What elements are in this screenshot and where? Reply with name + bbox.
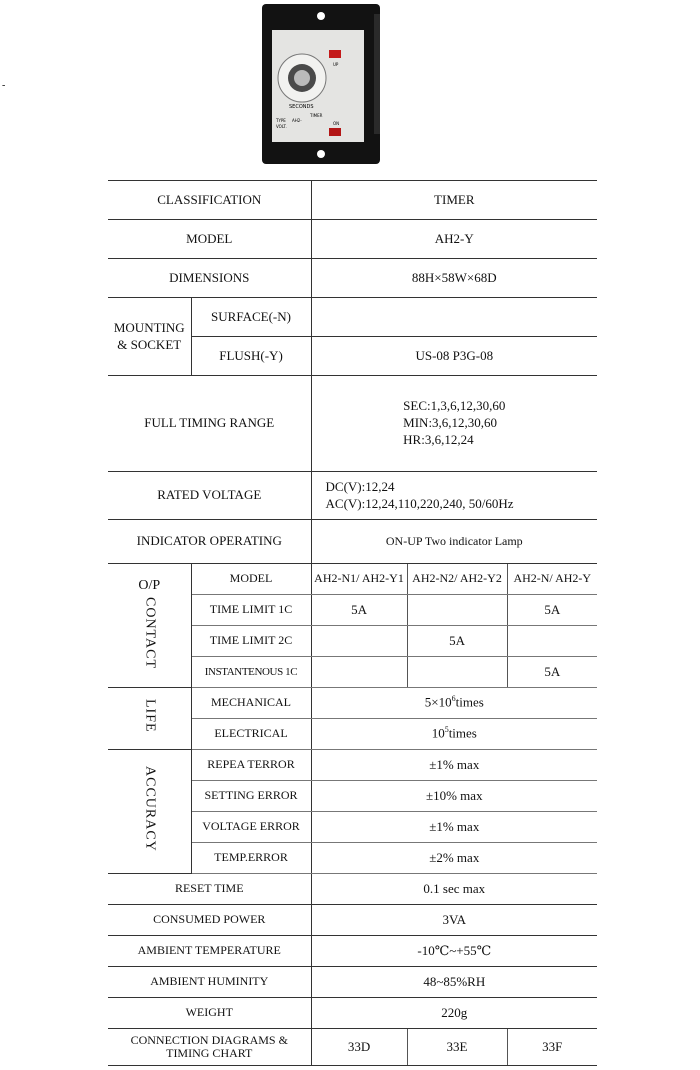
contact-value: 5A [507, 657, 597, 688]
accuracy-item-value: ±1% max [311, 812, 597, 843]
contact-model-2: AH2-N2/ AH2-Y2 [407, 564, 507, 595]
connection-label: CONNECTION DIAGRAMS & TIMING CHART [108, 1029, 311, 1066]
accuracy-item-value: ±10% max [311, 781, 597, 812]
dial-label: SECONDS [289, 104, 314, 110]
op-label: O/P [138, 577, 161, 593]
contact-model-1: AH2-N1/ AH2-Y1 [311, 564, 407, 595]
accuracy-row [108, 750, 597, 781]
accuracy-item-label: TEMP.ERROR [191, 843, 311, 874]
accuracy-item-value: ±2% max [311, 843, 597, 874]
volt-label: VOLT. [276, 124, 287, 129]
surface-label: SURFACE(-N) [191, 298, 311, 337]
voltage-label: RATED VOLTAGE [108, 472, 311, 520]
timing-sec: SEC:1,3,6,12,30,60 [403, 398, 506, 414]
timing-label: FULL TIMING RANGE [108, 376, 311, 472]
contact-value: 5A [311, 595, 407, 626]
mounting-label: MOUNTING & SOCKET [108, 298, 191, 376]
model-label: AH2- [292, 118, 302, 123]
contact-value [507, 626, 597, 657]
indicator-row [108, 520, 597, 564]
connection-row [108, 1029, 597, 1066]
contact-value [311, 626, 407, 657]
connection-value: 33D [311, 1029, 407, 1066]
power-row [108, 905, 597, 936]
model-label: MODEL [108, 220, 311, 259]
indicator-label: INDICATOR OPERATING [108, 520, 311, 564]
dimensions-value: 88H×58W×68D [311, 259, 597, 298]
life-mechanical-row [108, 688, 597, 719]
life-group-label: LIFE [142, 699, 158, 733]
voltage-row [108, 472, 597, 520]
contact-model-3: AH2-N/ AH2-Y [507, 564, 597, 595]
timing-values [403, 398, 505, 449]
accuracy-item-label: REPEA TERROR [191, 750, 311, 781]
ambient-hum-label: AMBIENT HUMINITY [108, 967, 311, 998]
contact-item-label: TIME LIMIT 2C [191, 626, 311, 657]
margin-mark: - [2, 80, 6, 91]
mechanical-label: MECHANICAL [191, 688, 311, 719]
weight-value: 220g [311, 998, 597, 1029]
timer-product-photo [262, 4, 380, 164]
indicator-value: ON-UP Two indicator Lamp [311, 520, 597, 564]
ambient-temp-row [108, 936, 597, 967]
dimensions-row [108, 259, 597, 298]
dimensions-label: DIMENSIONS [108, 259, 311, 298]
classification-value: TIMER [311, 181, 597, 220]
on-lamp [329, 128, 341, 136]
weight-label: WEIGHT [108, 998, 311, 1029]
electrical-value: $10^5times$ [311, 719, 597, 750]
connection-value: 33E [407, 1029, 507, 1066]
timing-hr: HR:3,6,12,24 [403, 431, 474, 447]
flush-value: US-08 P3G-08 [311, 337, 597, 376]
model-row [108, 220, 597, 259]
accuracy-item-value: ±1% max [311, 750, 597, 781]
connection-value: 33F [507, 1029, 597, 1066]
contact-value [311, 657, 407, 688]
on-label: ON [333, 121, 340, 126]
bottom-mount-hole [317, 150, 325, 158]
contact-value [407, 595, 507, 626]
timing-min: MIN:3,6,12,30,60 [403, 415, 498, 431]
flush-label: FLUSH(-Y) [191, 337, 311, 376]
power-label: CONSUMED POWER [108, 905, 311, 936]
voltage-dc: DC(V):12,24 [325, 478, 395, 494]
mechanical-value: $5\times 10^6times$ [311, 688, 597, 719]
ambient-hum-row [108, 967, 597, 998]
accuracy-item-label: SETTING ERROR [191, 781, 311, 812]
reset-label: RESET TIME [108, 874, 311, 905]
spec-table [108, 180, 597, 1066]
ambient-temp-label: AMBIENT TEMPERATURE [108, 936, 311, 967]
contact-item-label: INSTANTENOUS 1C [191, 657, 311, 688]
surface-value [311, 298, 597, 337]
reset-value: 0.1 sec max [311, 874, 597, 905]
accuracy-group-label: ACCURACY [142, 766, 158, 852]
classification-label: CLASSIFICATION [108, 181, 311, 220]
contact-value: 5A [507, 595, 597, 626]
contact-group [108, 564, 191, 688]
power-value: 3VA [311, 905, 597, 936]
contact-model-row [108, 564, 597, 595]
contact-item-label: TIME LIMIT 1C [191, 595, 311, 626]
timing-row [108, 376, 597, 472]
electrical-label: ELECTRICAL [191, 719, 311, 750]
classification-row [108, 181, 597, 220]
up-label: UP [333, 62, 339, 67]
reset-row [108, 874, 597, 905]
voltage-ac: AC(V):12,24,110,220,240, 50/60Hz [325, 495, 514, 511]
life-group [108, 688, 191, 750]
contact-value: 5A [407, 626, 507, 657]
ambient-temp-value: -10℃~+55℃ [311, 936, 597, 967]
ambient-hum-value: 48~85%RH [311, 967, 597, 998]
mounting-surface-row [108, 298, 597, 337]
contact-value [407, 657, 507, 688]
accuracy-item-label: VOLTAGE ERROR [191, 812, 311, 843]
up-lamp [329, 50, 341, 58]
top-mount-hole [317, 12, 325, 20]
brand-label: TIMER [310, 113, 323, 118]
type-label: TYPE [276, 118, 286, 123]
accuracy-group [108, 750, 191, 874]
model-value: AH2-Y [311, 220, 597, 259]
weight-row [108, 998, 597, 1029]
contact-group-label: CONTACT [142, 597, 158, 670]
contact-model-label: MODEL [191, 564, 311, 595]
